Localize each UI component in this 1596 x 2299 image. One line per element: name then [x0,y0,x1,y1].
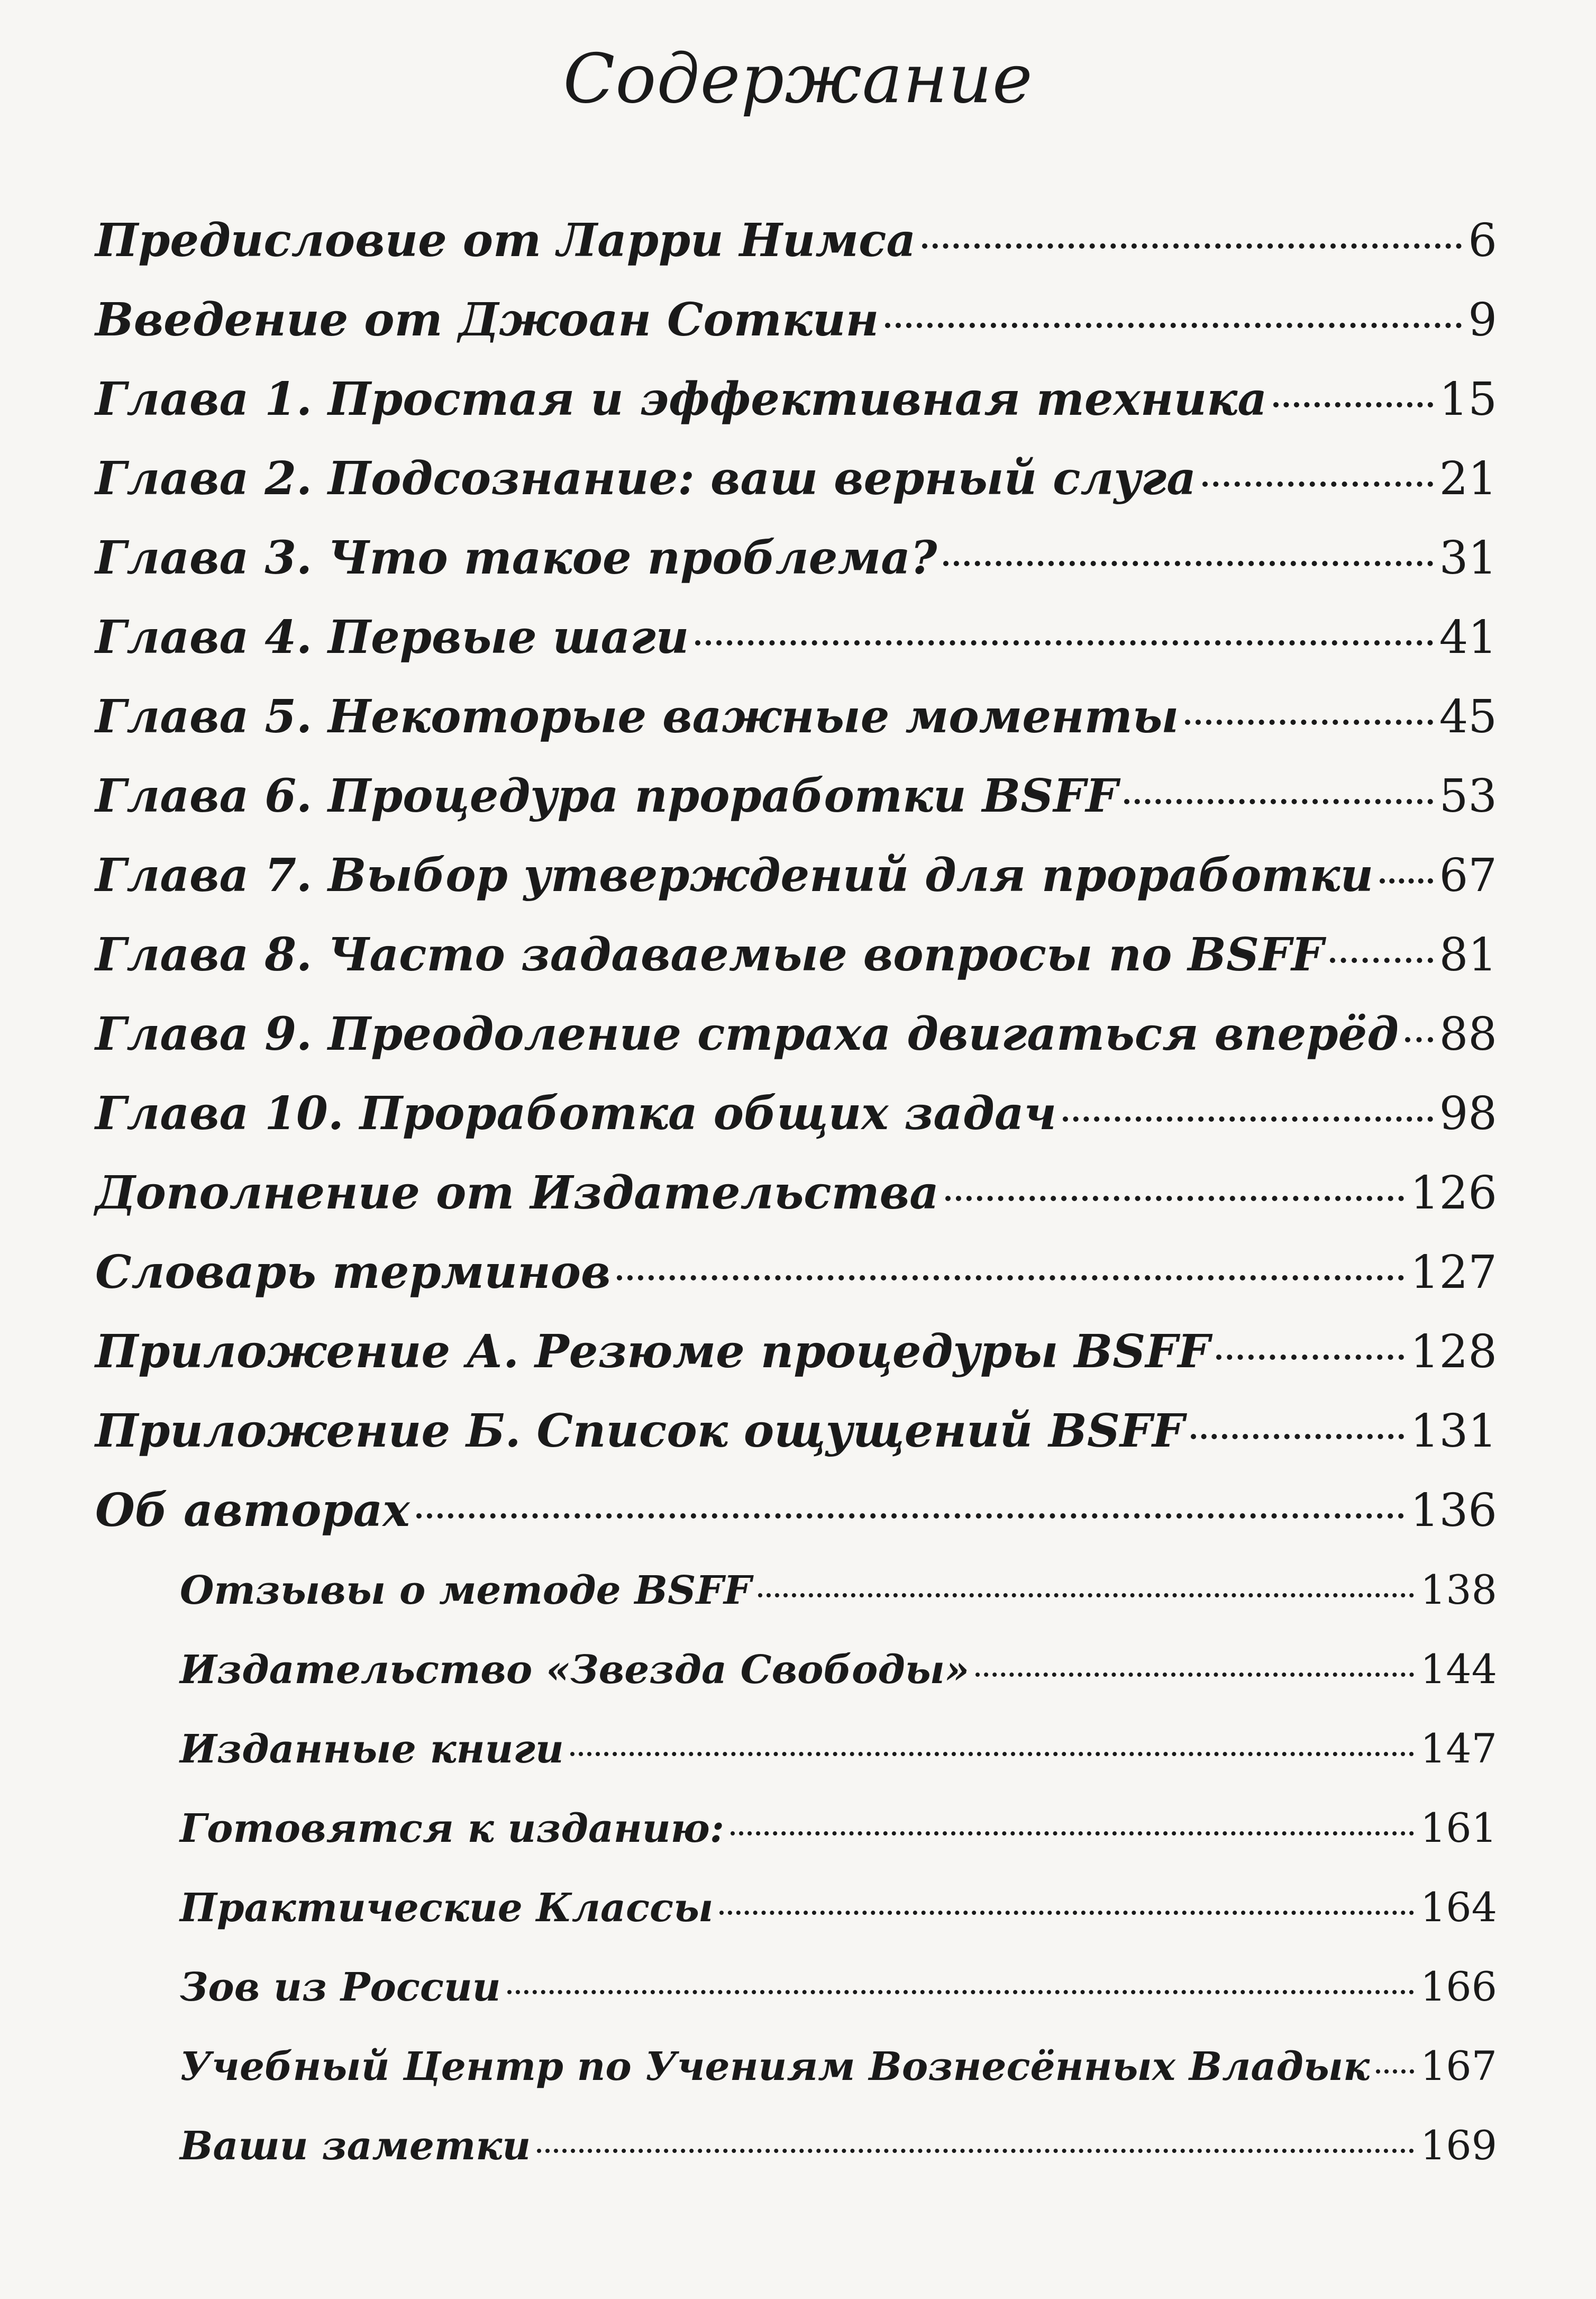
toc-entry-page: 88 [1439,1008,1497,1061]
toc-entry-label: Глава 6. Процедура проработки BSFF [95,769,1118,823]
toc-entry-page: 21 [1439,452,1497,505]
dot-leader [537,2149,1414,2153]
toc-sub-entry-label: Изданные книги [180,1726,564,1772]
toc-entry [95,1233,1497,1312]
toc-sub-entry-label: Издательство «Звезда Свободы» [180,1647,970,1693]
toc-entry [95,360,1497,439]
dot-leader [945,1196,1404,1201]
dot-leader [943,561,1433,566]
toc-sub-entry-label: Учебный Центр по Учениям Вознесённых Владык [180,2044,1370,2089]
dot-leader [1216,1355,1403,1360]
toc-entry-page: 81 [1439,929,1497,982]
toc-entry-page: 45 [1439,690,1497,743]
toc-sub-entry [180,2027,1497,2106]
toc-sub-entry [180,1630,1497,1709]
toc-sub-entry [180,2106,1497,2185]
dot-leader [1380,878,1433,884]
toc-entry-page: 67 [1439,849,1497,902]
toc-sub-entry-label: Ваши заметки [180,2123,531,2169]
dot-leader [1063,1116,1433,1122]
toc-entry [95,677,1497,757]
dot-leader [758,1593,1414,1597]
toc-entry-label: Приложение А. Резюме процедуры BSFF [95,1325,1210,1378]
toc-entry [95,1471,1497,1550]
toc-entry-label: Приложение Б. Список ощущений BSFF [95,1404,1185,1458]
toc-entry [95,757,1497,836]
dot-leader [1124,799,1433,804]
toc-entry-label: Глава 4. Первые шаги [95,611,689,664]
toc-entry [95,519,1497,598]
toc-entry [95,280,1497,360]
dot-leader [1376,2069,1414,2074]
toc-sub-entry-label: Готовятся к изданию: [180,1806,725,1851]
toc-sub-entry-page: 144 [1420,1646,1497,1693]
toc-entry [95,1312,1497,1392]
dot-leader [570,1752,1414,1756]
toc-entry [95,915,1497,995]
toc-entry-label: Глава 3. Что такое проблема? [95,531,937,585]
toc-entry-label: Глава 2. Подсознание: ваш верный слуга [95,452,1196,505]
toc-entry-page: 127 [1410,1246,1497,1299]
dot-leader [885,323,1462,328]
toc-entry-page: 126 [1410,1167,1497,1220]
toc-sub-entry [180,1550,1497,1630]
toc-entry-label: Глава 8. Часто задаваемые вопросы по BSFF [95,928,1324,982]
toc-entry [95,1074,1497,1153]
dot-leader [1202,481,1433,487]
toc-entry [95,598,1497,677]
toc-entry-page: 53 [1439,770,1497,823]
toc-entry [95,995,1497,1074]
dot-leader [1330,958,1433,963]
dot-leader [416,1513,1404,1519]
toc-sub-entry-page: 161 [1420,1804,1497,1851]
dot-leader [975,1673,1414,1677]
toc-entry-page: 15 [1439,373,1497,426]
toc-sub-entry-label: Зов из России [180,1965,501,2010]
toc-entry-label: Глава 5. Некоторые важные моменты [95,690,1179,743]
toc-sub-entry [180,1947,1497,2027]
dot-leader [731,1831,1414,1835]
toc-sub-entry-page: 164 [1420,1884,1497,1931]
dot-leader [922,243,1462,249]
dot-leader [695,640,1433,646]
dot-leader [1185,720,1433,725]
toc-entry-page: 31 [1439,532,1497,585]
toc-entry-label: Предисловие от Ларри Нимса [95,214,916,267]
toc-sub-entry-page: 167 [1420,2042,1497,2089]
toc-entry-page: 131 [1410,1405,1497,1458]
toc-entry [95,439,1497,519]
toc-entry-page: 98 [1439,1087,1497,1140]
toc-entry-label: Глава 7. Выбор утверждений для проработки [95,849,1374,902]
toc-sub-entry [180,1788,1497,1868]
toc-entry-label: Введение от Джоан Соткин [95,293,879,347]
page-title: Содержание [563,40,1033,119]
toc-entry-page: 128 [1410,1325,1497,1378]
toc-entry [95,1153,1497,1233]
toc-sub-entry-page: 147 [1420,1725,1497,1772]
toc-entry-label: Дополнение от Издательства [95,1166,939,1220]
toc-entry-label: Глава 1. Простая и эффективная техника [95,372,1267,426]
dot-leader [1405,1037,1433,1042]
toc-entry-page: 6 [1468,214,1497,267]
dot-leader [1191,1434,1404,1439]
toc-entry-label: Словарь терминов [95,1246,611,1299]
toc-entry-page: 41 [1439,611,1497,664]
toc-sub-entry-page: 138 [1420,1566,1497,1613]
dot-leader [1273,402,1433,407]
toc-entry [95,1392,1497,1471]
toc-sub-entry-label: Практические Классы [180,1885,714,1931]
dot-leader [507,1990,1414,1994]
toc-sub-entry [180,1709,1497,1788]
toc-entry-page: 9 [1468,294,1497,347]
dot-leader [617,1275,1403,1280]
toc-entry [95,836,1497,915]
toc-sub-entry [180,1868,1497,1947]
toc-entry-label: Об авторах [95,1484,410,1537]
toc-entry [95,201,1497,280]
toc-sub-entry-page: 166 [1420,1963,1497,2010]
dot-leader [719,1911,1414,1915]
toc-entry-label: Глава 9. Преодоление страха двигаться вперёд [95,1007,1399,1061]
toc-sub-entry-label: Отзывы о методе BSFF [180,1568,752,1613]
toc-entry-label: Глава 10. Проработка общих задач [95,1087,1057,1140]
toc-entry-page: 136 [1410,1484,1497,1537]
table-of-contents [95,201,1497,2185]
toc-sub-entry-page: 169 [1420,2122,1497,2169]
